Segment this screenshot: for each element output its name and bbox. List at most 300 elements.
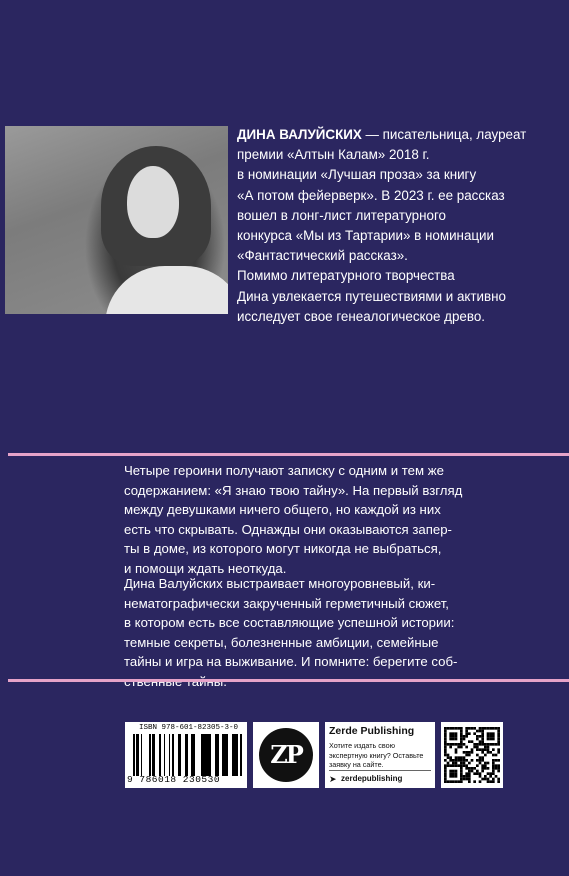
qr-module [460, 767, 463, 770]
qr-module [463, 756, 466, 759]
qr-module [460, 738, 463, 741]
qr-module [471, 748, 474, 751]
description-paragraph-1 [124, 461, 504, 579]
barcode-bar [193, 734, 195, 776]
qr-module [460, 778, 463, 781]
qr-module [444, 746, 447, 749]
qr-module [463, 775, 466, 778]
qr-module [479, 743, 482, 746]
barcode [125, 722, 247, 788]
qr-module [489, 780, 492, 783]
qr-module [468, 770, 471, 773]
qr-module [447, 743, 450, 746]
qr-module [449, 756, 452, 759]
qr-module [492, 759, 495, 762]
qr-module [444, 775, 447, 778]
qr-module [455, 748, 458, 751]
publisher-divider [329, 770, 431, 771]
qr-module [481, 770, 484, 773]
qr-module [481, 751, 484, 754]
qr-module [452, 770, 455, 773]
qr-module [473, 732, 476, 735]
qr-module [495, 754, 498, 757]
desc-line: нематографически закрученный герметичный сюжет, [124, 595, 449, 611]
qr-module [479, 730, 482, 733]
qr-module [447, 780, 450, 783]
bio-line: премии «Алтын Калам» 2018 г. [237, 147, 430, 163]
qr-module [489, 743, 492, 746]
qr-module [449, 746, 452, 749]
qr-module [455, 770, 458, 773]
qr-module [497, 751, 500, 754]
qr-module [481, 732, 484, 735]
bio-line: «Фантастический рассказ». [237, 248, 408, 264]
qr-module [460, 756, 463, 759]
qr-module [479, 740, 482, 743]
qr-module [449, 764, 452, 767]
qr-module [481, 735, 484, 738]
qr-module [473, 767, 476, 770]
qr-module [487, 735, 490, 738]
qr-module [452, 732, 455, 735]
qr-module [476, 754, 479, 757]
qr-module [463, 738, 466, 741]
qr-module [473, 772, 476, 775]
qr-module [457, 743, 460, 746]
barcode-bar [218, 734, 219, 776]
qr-module [444, 754, 447, 757]
qr-module [444, 759, 447, 762]
author-bio [237, 125, 562, 327]
desc-line: содержанием: «Я знаю твою тайну». На первый взгляд [124, 482, 463, 498]
qr-module [468, 732, 471, 735]
qr-module [471, 770, 474, 773]
barcode-bar [169, 734, 170, 776]
qr-module [495, 727, 498, 730]
qr-module [465, 759, 468, 762]
qr-module [449, 727, 452, 730]
qr-module [487, 780, 490, 783]
qr-module [471, 751, 474, 754]
qr-module [497, 743, 500, 746]
barcode-bar [240, 734, 242, 776]
qr-module [465, 732, 468, 735]
qr-module [444, 740, 447, 743]
qr-module [487, 762, 490, 765]
qr-module [484, 743, 487, 746]
barcode-bar [205, 734, 208, 776]
qr-module [455, 743, 458, 746]
qr-module [455, 751, 458, 754]
bio-line: исследует свое генеалогическое древо. [237, 308, 486, 324]
qr-module [468, 762, 471, 765]
qr-module [465, 764, 468, 767]
qr-module [460, 770, 463, 773]
qr-module [473, 780, 476, 783]
barcode-bar [232, 734, 235, 776]
qr-module [492, 770, 495, 773]
qr-module [484, 764, 487, 767]
qr-module [481, 730, 484, 733]
bio-line: Дина увлекается путешествиями и активно [237, 288, 506, 304]
desc-line: Четыре героини получают записку с одним и тем же [124, 463, 444, 478]
qr-module [497, 759, 500, 762]
qr-module [444, 738, 447, 741]
qr-module [481, 778, 484, 781]
qr-module [492, 738, 495, 741]
qr-module [492, 735, 495, 738]
qr-module [465, 754, 468, 757]
qr-module [452, 727, 455, 730]
qr-module [449, 780, 452, 783]
desc-line: ты в доме, из которого могут никогда не выбраться, [124, 541, 442, 557]
qr-module [492, 748, 495, 751]
qr-module [492, 780, 495, 783]
qr-module [479, 727, 482, 730]
qr-module [487, 732, 490, 735]
qr-pattern [444, 727, 500, 783]
qr-module [487, 778, 490, 781]
barcode-bar [202, 734, 205, 776]
qr-module [444, 767, 447, 770]
desc-line: и помощи ждать неоткуда. [124, 560, 287, 576]
barcode-bar [222, 734, 223, 776]
qr-module [495, 764, 498, 767]
qr-module [463, 735, 466, 738]
qr-module [495, 767, 498, 770]
qr-module [463, 762, 466, 765]
qr-module [460, 730, 463, 733]
qr-module [460, 772, 463, 775]
bio-line: в номинации «Лучшая проза» за книгу [237, 167, 477, 183]
qr-module [487, 748, 490, 751]
qr-module [492, 754, 495, 757]
qr-module [465, 772, 468, 775]
qr-module [497, 735, 500, 738]
qr-module [487, 743, 490, 746]
qr-module [452, 738, 455, 741]
qr-module [481, 764, 484, 767]
qr-module [484, 727, 487, 730]
qr-module [444, 748, 447, 751]
qr-module [487, 738, 490, 741]
qr-module [484, 767, 487, 770]
barcode-bar [164, 734, 165, 776]
bio-line: конкурса «Мы из Тартарии» в номинации [237, 228, 495, 244]
qr-module [492, 772, 495, 775]
qr-module [460, 759, 463, 762]
qr-module [484, 778, 487, 781]
bio-line: «А потом фейерверк». В 2023 г. ее рассказ [237, 187, 505, 203]
qr-module [497, 770, 500, 773]
qr-module [468, 727, 471, 730]
qr-module [471, 759, 474, 762]
qr-module [455, 732, 458, 735]
qr-module [476, 738, 479, 741]
qr-module [476, 748, 479, 751]
qr-module [465, 775, 468, 778]
barcode-bar [136, 734, 138, 776]
qr-module [479, 759, 482, 762]
qr-module [497, 727, 500, 730]
barcode-bar [208, 734, 211, 776]
barcode-bar [237, 734, 238, 776]
qr-module [455, 759, 458, 762]
qr-module [476, 730, 479, 733]
desc-line: Дина Валуйских выстраивает многоуровневый, ки- [124, 576, 436, 591]
qr-module [444, 732, 447, 735]
qr-module [481, 767, 484, 770]
desc-line: в котором есть все составляющие успешной истории: [124, 615, 455, 631]
qr-module [479, 780, 482, 783]
barcode-bar [227, 734, 228, 776]
qr-module [468, 740, 471, 743]
barcode-bar [235, 734, 237, 776]
qr-module [460, 740, 463, 743]
barcode-bar [223, 734, 225, 776]
qr-module [447, 764, 450, 767]
barcode-bar [152, 734, 155, 776]
qr-module [481, 727, 484, 730]
qr-module [489, 735, 492, 738]
qr-module [460, 746, 463, 749]
qr-code [441, 722, 503, 788]
description-paragraph-2 [124, 574, 504, 692]
qr-module [479, 748, 482, 751]
qr-module [455, 738, 458, 741]
qr-module [449, 735, 452, 738]
qr-module [497, 767, 500, 770]
qr-module [476, 743, 479, 746]
qr-module [484, 762, 487, 765]
qr-module [463, 764, 466, 767]
qr-module [479, 772, 482, 775]
qr-module [473, 743, 476, 746]
qr-module [497, 730, 500, 733]
bio-line: Помимо литературного творчества [237, 268, 455, 284]
qr-module [455, 775, 458, 778]
qr-module [468, 772, 471, 775]
qr-module [447, 754, 450, 757]
qr-module [489, 738, 492, 741]
qr-module [452, 775, 455, 778]
barcode-bar [225, 734, 227, 776]
qr-module [455, 764, 458, 767]
qr-module [460, 764, 463, 767]
desc-line: есть что скрывать. Однажды они оказываются запер- [124, 521, 452, 537]
qr-module [465, 746, 468, 749]
barcode-bar [215, 734, 218, 776]
qr-module [487, 746, 490, 749]
qr-module [463, 778, 466, 781]
qr-module [460, 775, 463, 778]
qr-module [444, 772, 447, 775]
qr-module [489, 732, 492, 735]
barcode-bar [172, 734, 173, 776]
qr-module [449, 738, 452, 741]
qr-module [452, 735, 455, 738]
qr-module [497, 748, 500, 751]
qr-module [457, 756, 460, 759]
qr-module [481, 738, 484, 741]
qr-module [463, 751, 466, 754]
qr-module [452, 764, 455, 767]
qr-module [457, 780, 460, 783]
barcode-bar [138, 734, 139, 776]
isbn-label: ISBN 978-601-82305-3-0 [139, 724, 239, 732]
qr-module [471, 740, 474, 743]
qr-module [487, 727, 490, 730]
qr-module [468, 767, 471, 770]
qr-module [468, 754, 471, 757]
qr-module [497, 778, 500, 781]
qr-module [481, 759, 484, 762]
photo-face [127, 166, 179, 238]
qr-module [444, 727, 447, 730]
qr-module [481, 743, 484, 746]
qr-module [481, 748, 484, 751]
publisher-logo [253, 722, 319, 788]
qr-module [476, 746, 479, 749]
qr-module [497, 764, 500, 767]
qr-module [465, 778, 468, 781]
qr-module [455, 727, 458, 730]
qr-module [476, 764, 479, 767]
qr-module [471, 767, 474, 770]
qr-module [471, 727, 474, 730]
qr-module [489, 772, 492, 775]
qr-module [447, 727, 450, 730]
qr-module [444, 770, 447, 773]
qr-module [495, 743, 498, 746]
publisher-note: Хотите издать свою экспертную книгу? Оставьте заявку на сайте. [329, 741, 424, 769]
barcode-bar [173, 734, 174, 776]
qr-module [465, 730, 468, 733]
barcode-bar [149, 734, 151, 776]
qr-module [468, 780, 471, 783]
qr-module [479, 756, 482, 759]
author-photo [5, 126, 228, 314]
qr-module [460, 732, 463, 735]
qr-module [495, 775, 498, 778]
qr-module [476, 770, 479, 773]
publisher-name: Zerde Publishing [329, 725, 415, 737]
qr-module [460, 727, 463, 730]
desc-line: тайны и игра на выживание. И помните: берегите соб- [124, 654, 458, 670]
qr-module [455, 762, 458, 765]
qr-module [452, 762, 455, 765]
barcode-bar [141, 734, 142, 776]
ean-digits: 9 786018 230530 [127, 774, 221, 785]
qr-module [497, 732, 500, 735]
publisher-info [325, 722, 435, 788]
qr-module [460, 743, 463, 746]
barcode-bar [191, 734, 193, 776]
author-name: ДИНА ВАЛУЙСКИХ [237, 127, 362, 142]
qr-module [455, 735, 458, 738]
qr-module [476, 735, 479, 738]
qr-module [489, 727, 492, 730]
qr-module [449, 770, 452, 773]
qr-module [468, 778, 471, 781]
barcode-bar [185, 734, 188, 776]
qr-module [481, 740, 484, 743]
qr-module [487, 751, 490, 754]
qr-module [497, 738, 500, 741]
qr-module [455, 756, 458, 759]
qr-module [479, 762, 482, 765]
qr-module [449, 772, 452, 775]
qr-module [484, 754, 487, 757]
qr-module [473, 746, 476, 749]
qr-module [457, 746, 460, 749]
qr-module [447, 762, 450, 765]
qr-module [444, 751, 447, 754]
qr-module [455, 772, 458, 775]
qr-module [465, 727, 468, 730]
qr-module [457, 764, 460, 767]
qr-module [452, 743, 455, 746]
qr-module [447, 756, 450, 759]
qr-module [457, 727, 460, 730]
qr-module [473, 727, 476, 730]
qr-module [492, 762, 495, 765]
qr-module [444, 780, 447, 783]
barcode-bar [159, 734, 161, 776]
qr-module [449, 759, 452, 762]
qr-module [487, 767, 490, 770]
qr-module [492, 743, 495, 746]
qr-module [444, 778, 447, 781]
bio-line: ДИНА ВАЛУЙСКИХ — писательница, лауреат [237, 127, 527, 142]
photo-shoulder [105, 266, 228, 314]
qr-module [465, 751, 468, 754]
qr-module [492, 767, 495, 770]
qr-module [484, 748, 487, 751]
qr-module [452, 780, 455, 783]
barcode-bars [133, 734, 243, 776]
qr-module [465, 735, 468, 738]
qr-module [476, 759, 479, 762]
qr-module [452, 759, 455, 762]
qr-module [444, 764, 447, 767]
qr-module [476, 772, 479, 775]
barcode-bar [133, 734, 135, 776]
qr-module [497, 740, 500, 743]
qr-module [449, 775, 452, 778]
qr-module [481, 756, 484, 759]
qr-module [460, 735, 463, 738]
desc-line: между девушками ничего общего, но каждой из них [124, 502, 441, 518]
qr-module [487, 772, 490, 775]
qr-module [497, 780, 500, 783]
qr-module [449, 743, 452, 746]
qr-module [452, 772, 455, 775]
qr-module [479, 775, 482, 778]
qr-module [444, 735, 447, 738]
qr-module [489, 775, 492, 778]
qr-module [463, 759, 466, 762]
qr-module [444, 743, 447, 746]
telegram-icon: ➤ [329, 774, 337, 784]
qr-module [463, 743, 466, 746]
qr-module [468, 775, 471, 778]
barcode-bar [178, 734, 181, 776]
qr-module [460, 762, 463, 765]
qr-module [479, 735, 482, 738]
qr-module [465, 767, 468, 770]
qr-module [492, 778, 495, 781]
